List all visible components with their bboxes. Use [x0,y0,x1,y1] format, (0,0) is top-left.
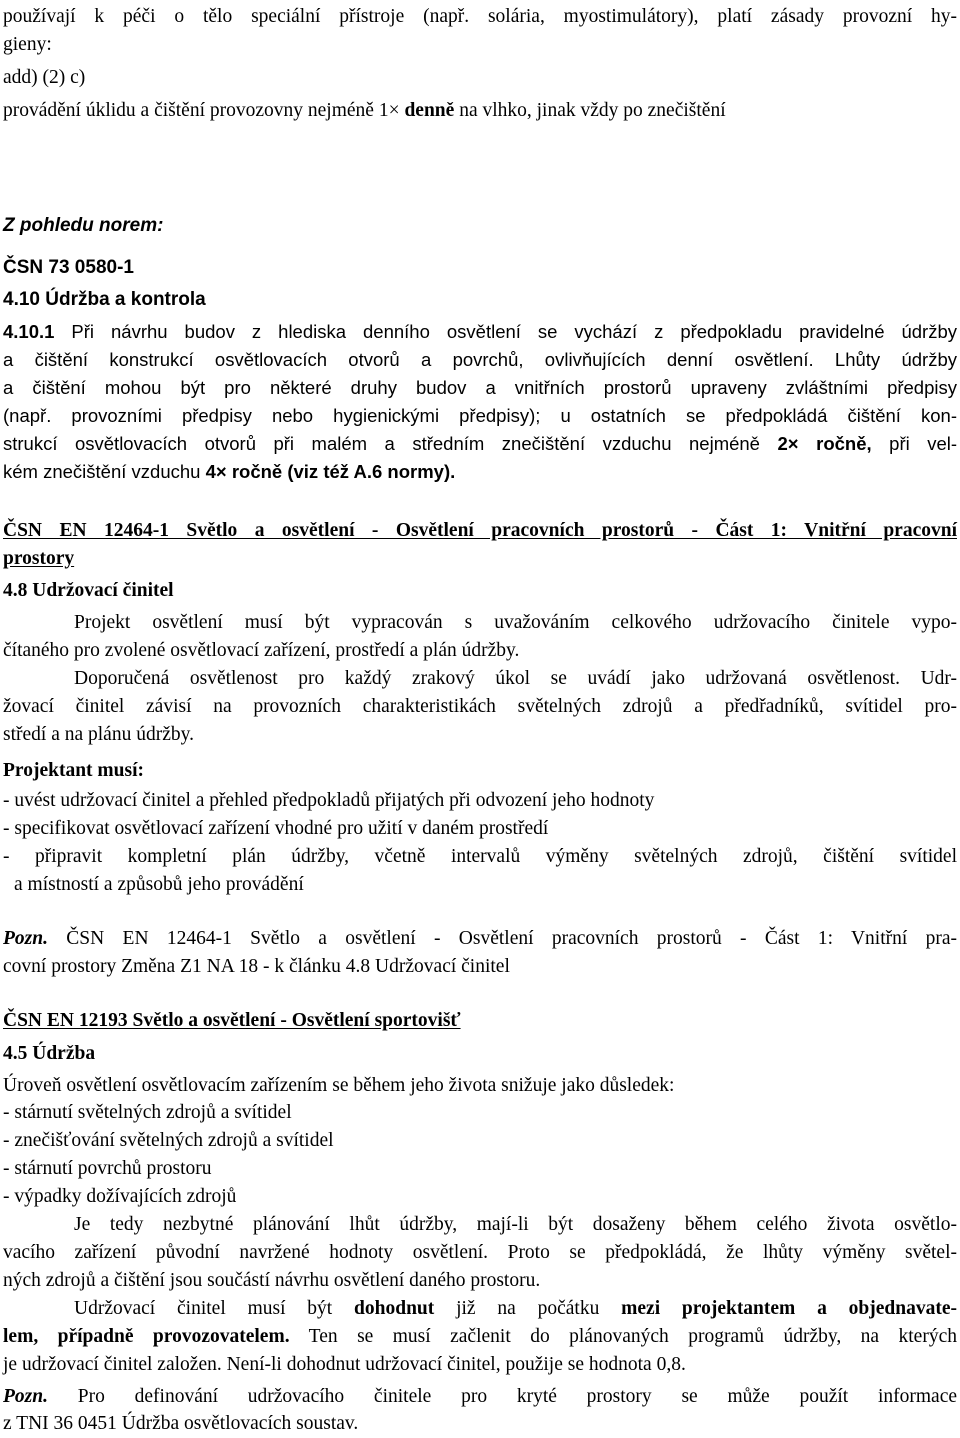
text-line: add) (2) c) [3,67,86,88]
standard-title: ČSN EN 12464-1 Světlo a osvětlení - Osvětlení pracovních prostorů - Část 1: Vnitřní pracovní [3,520,957,541]
paragraph-line: Doporučená osvětlenost pro každý zrakový úkol se uvádí jako udržovaná osvětlenost. Udr- [74,668,957,689]
note-line: z TNI 36 0451 Údržba osvětlovacích soustav. [3,1413,359,1434]
list-item: - stárnutí světelných zdrojů a svítidel [3,1102,292,1123]
norms-heading: Z pohledu norem: [3,215,164,236]
note-line: Pozn. ČSN EN 12464-1 Světlo a osvětlení - Osvětlení pracovních prostorů - Část 1: Vnitřní pra- [3,928,958,949]
paragraph-line: kém znečištění vzduchu 4× ročně (viz též A.6 normy). [3,461,456,482]
paragraph-line: (např. provozními předpisy nebo hygienickými předpisy); u ostatních se předpokládá čištění kon- [3,405,957,426]
paragraph-line: Udržovací činitel musí být dohodnut již na počátku mezi projektantem a objednavate- [74,1298,957,1319]
designer-heading: Projektant musí: [3,760,145,781]
standard-title: ČSN EN 12193 Světlo a osvětlení - Osvětlení sportovišť [3,1010,461,1031]
list-item: - znečišťování světelných zdrojů a svítidel [3,1130,334,1151]
section-heading: 4.8 Udržovací činitel [3,580,174,601]
text-line: provádění úklidu a čištění provozovny nejméně 1× denně na vlhko, jinak vždy po znečištění [3,100,726,121]
paragraph-line: Projekt osvětlení musí být vypracován s uvažováním celkového udržovacího činitele vypo- [74,612,957,633]
section-heading: 4.5 Údržba [3,1043,96,1064]
paragraph-line: ných zdrojů a čištění jsou součástí návrhu osvětlení daného prostoru. [3,1270,541,1291]
text-line: používají k péči o tělo speciální přístroje (např. solária, myostimulátory), platí zásady provozní hy- [3,6,957,27]
standard-title: ČSN 73 0580-1 [3,257,134,278]
paragraph-line: vacího zařízení původní navržené hodnoty osvětlení. Proto se předpokládá, že lhůty výměny světel- [3,1242,957,1263]
paragraph-line: Je tedy nezbytné plánování lhůt údržby, mají-li být dosaženy během celého života osvětlo- [74,1214,957,1235]
section-heading: 4.10 Údržba a kontrola [3,289,206,310]
standard-title: prostory [3,548,75,569]
list-item: - stárnutí povrchů prostoru [3,1158,212,1179]
paragraph-line: je udržovací činitel založen. Není-li dohodnut udržovací činitel, použije se hodnota 0,8. [3,1354,686,1375]
paragraph-line: strukcí osvětlovacích otvorů při malém a středním znečištění vzduchu nejméně 2× ročně, při vel- [3,433,958,454]
note-line: Pozn. Pro definování udržovacího činitele pro kryté prostory se může použít informace [3,1386,958,1407]
list-item: - výpadky dožívajících zdrojů [3,1186,237,1207]
note-line: covní prostory Změna Z1 NA 18 - k článku 4.8 Udržovací činitel [3,956,510,977]
list-item: - specifikovat osvětlovací zařízení vhodné pro užití v daném prostředí [3,818,549,839]
paragraph-line: lem, případně provozovatelem. Ten se musí začlenit do plánovaných programů údržby, na kterých [3,1326,957,1347]
list-item: a místností a způsobů jeho provádění [14,874,304,895]
paragraph-line: 4.10.1 Při návrhu budov z hlediska denního osvětlení se vychází z předpokladu pravidelné údržby [3,321,957,342]
list-item: - uvést udržovací činitel a přehled předpokladů přijatých při odvození jeho hodnoty [3,790,655,811]
paragraph-line: Úroveň osvětlení osvětlovacím zařízením se během jeho života snižuje jako důsledek: [3,1075,675,1096]
paragraph-line: a čištění konstrukcí osvětlovacích otvorů a povrchů, ovlivňujících denní osvětlení. Lhůty údržby [3,349,957,370]
text-line: gieny: [3,34,52,55]
paragraph-line: žovací činitel závisí na provozních charakteristikách světelných zdrojů a předřadníků, svítidel pro- [3,696,957,717]
list-item: - připravit kompletní plán údržby, včetně intervalů výměny světelných zdrojů, čištění svítidel [3,846,957,867]
paragraph-line: a čištění mohou být pro některé druhy budov a vnitřních prostorů upraveny zvláštními předpisy [3,377,957,398]
paragraph-line: středí a na plánu údržby. [3,724,194,745]
paragraph-line: čítaného pro zvolené osvětlovací zařízení, prostředí a plán údržby. [3,640,520,661]
